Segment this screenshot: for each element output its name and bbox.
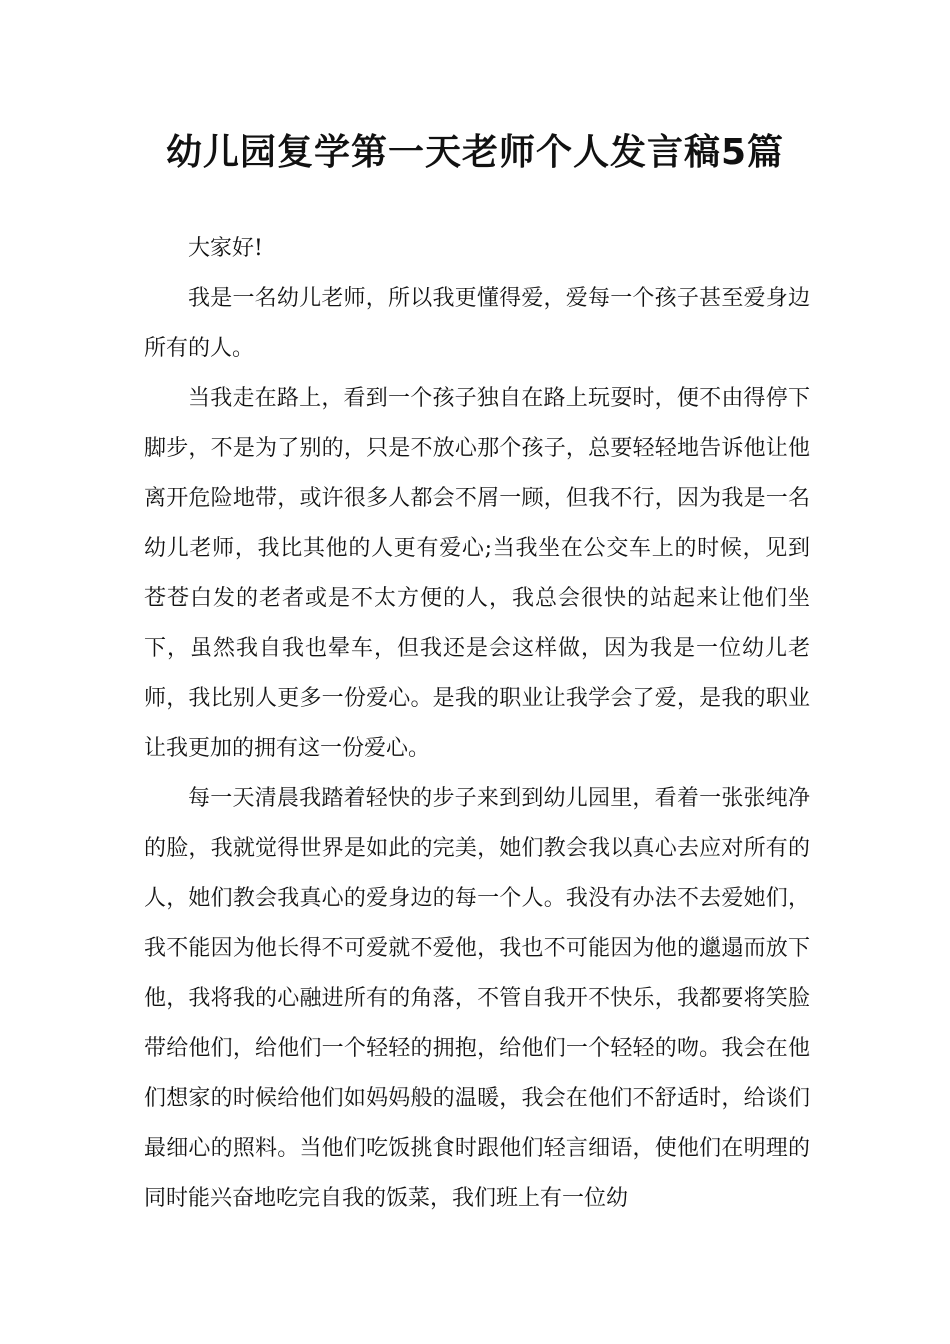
- paragraph-greeting: 大家好!: [188, 236, 263, 261]
- paragraph-3: 每一天清晨我踏着轻快的步子来到到幼儿园里，看着一张张纯净的脸，我就觉得世界是如此的完美，她们教会我以真心去应对所有的人，她们教会我真心的爱身边的每一个人。我没有办法不去爱她们，我不能因为他长得不可爱就不爱他，我也不可能因为他的邋遢而放下他，我将我的心融进所有的角落，不管自我开不快乐，我都要将笑脸带给他们，给他们一个轻轻的拥抱，给他们一个轻轻的吻。我会在他们想家的时候给他们如妈妈般的温暖，我会在他们不舒适时，给谈们最细心的照料。当他们吃饭挑食时跟他们轻言细语，使他们在明理的同时能兴奋地吃完自我的饭菜，我们班上有一位幼: [144, 786, 810, 1211]
- document-title: 幼儿园复学第一天老师个人发言稿5篇: [165, 132, 785, 173]
- document-body: [144, 224, 810, 1224]
- paragraph-2: 当我走在路上，看到一个孩子独自在路上玩耍时，便不由得停下脚步，不是为了别的，只是不放心那个孩子，总要轻轻地告诉他让他离开危险地带，或许很多人都会不屑一顾，但我不行，因为我是一名幼儿老师，我比其他的人更有爱心;当我坐在公交车上的时候，见到苍苍白发的老者或是不太方便的人，我总会很快的站起来让他们坐下，虽然我自我也晕车，但我还是会这样做，因为我是一位幼儿老师，我比别人更多一份爱心。是我的职业让我学会了爱，是我的职业让我更加的拥有这一份爱心。: [144, 386, 810, 761]
- paragraph-1: 我是一名幼儿老师，所以我更懂得爱，爱每一个孩子甚至爱身边所有的人。: [144, 286, 810, 361]
